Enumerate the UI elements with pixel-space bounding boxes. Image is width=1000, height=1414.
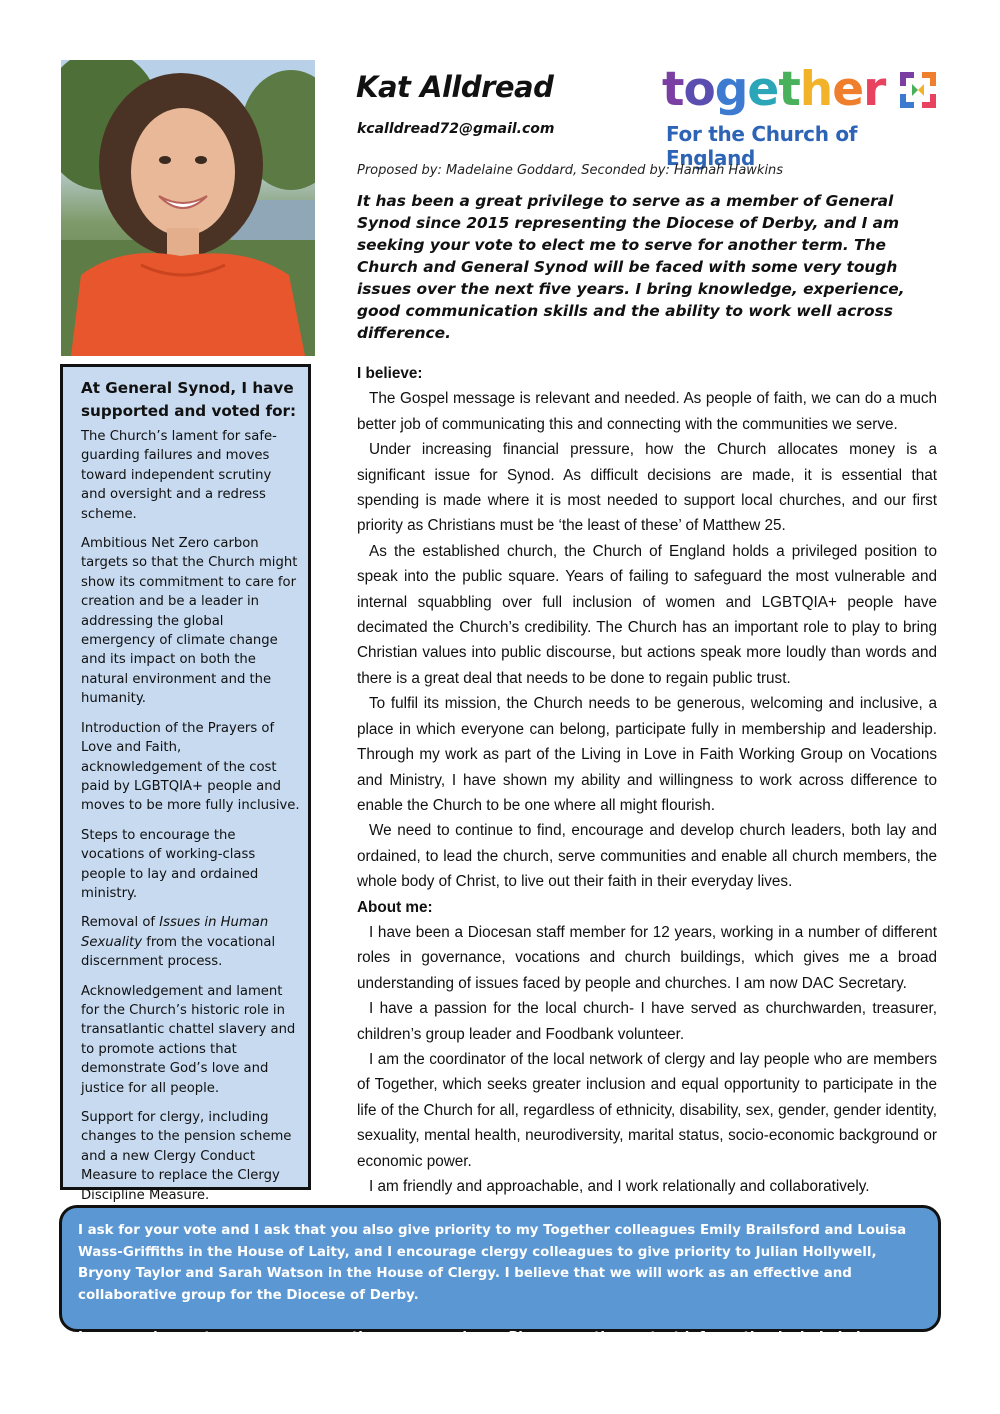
believe-paragraph: As the established church, the Church of England holds a privileged position to speak into the public square. Years of failing to safeguard the most vulnerable and internal squabbling over full inclusion of women and LGBTQIA+ people have decimated the Church’s credibility. The Church has an important role to play to bring Christian values into public discourse, but actions speak more loudly than words and there is a great deal that needs to be done to regain public trust. [357,542,937,687]
removal-prefix: Removal of [81,915,160,931]
logo-letter: g [714,62,748,117]
sidebar-item: Acknowledgement and lament for the Church’s historic role in transatlantic chattel slavery and to promote actions that demonstrate God’s love and justice for all people. [81,983,296,1096]
about-heading: About me: [357,898,433,916]
logo-mark-icon [896,68,940,112]
logo-letter: h [799,62,833,117]
logo-letter: e [747,62,779,117]
candidate-photo [61,60,315,356]
about-paragraph: I am friendly and approachable, and I work relationally and collaboratively. [369,1178,870,1195]
sidebar-item: The Church’s lament for safe-guarding failures and moves toward independent scrutiny and oversight and a redress scheme. [81,429,277,522]
together-logo [660,60,945,170]
believe-paragraph: Under increasing financial pressure, how the Church allocates money is a significant issue for Synod. As difficult decisions are made, it is essential that spending is made where it is most needed to support local churches, and our first priority as Christians must be ‘the least of these’ of Matthew 25. [357,441,937,535]
removal-suffix: from the vocational discernment process. [81,934,276,970]
candidate-email[interactable]: kcalldread72@gmail.com [357,121,555,137]
intro-statement: It has been a great privilege to serve as a member of General Synod since 2015 representing the Diocese of Derby, and I am seeking your vote to elect me to serve for another term. The Church and General Synod will be faced with some very tough issues over the next five years. I bring knowledge, experience, good communication skills and the ability to work well across difference. [357,192,905,342]
sidebar-item: Steps to encourage the vocations of working-class people to lay and ordained ministry. [81,827,259,901]
main-statement [357,361,937,1199]
vote-callout [59,1205,941,1345]
believe-paragraph: To fulfil its mission, the Church needs to be generous, welcoming and inclusive, a place in which everyone can belong, participate fully in membership and leadership. Through my work as part of the Living in Love in Faith Working Group on Vocations and Ministry, I have shown my ability and willingness to work across difference to enable the Church to be one where all might flourish. [357,695,937,814]
proposed-by: Proposed by: Madelaine Goddard, Seconded by: Hannah Hawkins [357,163,784,178]
logo-subtitle: For the Church of England [666,122,858,170]
candidate-name: Kat Alldread [356,70,554,104]
believe-paragraph: The Gospel message is relevant and needed. As people of faith, we can do a much better job of communicating this and connecting with the communities we serve. [357,390,937,433]
logo-letter: t [778,62,800,117]
callout-questions: I am very happy to answer any questions you may have. Please use the contact information included above. [78,1330,898,1345]
logo-letter: r [863,62,886,117]
logo-letter: t [662,62,684,117]
sidebar-heading: At General Synod, I have supported and voted for: [81,379,297,420]
believe-heading: I believe: [357,365,423,382]
believe-paragraph: We need to continue to find, encourage and develop church leaders, both lay and ordained, to lead the church, serve communities and enable all church members, the whole body of Christ, to live out their faith in their everyday lives. [357,822,937,891]
about-paragraph: I am the coordinator of the local network of clergy and lay people who are members of Together, which seeks greater inclusion and equal opportunity to participate in the life of the Church for all, regardless of ethnicity, disability, sex, gender, gender identity, sexuality, mental health, neurodiversity, marital status, socio-economic background or economic power. [357,1050,937,1170]
sidebar-item: Ambitious Net Zero carbon targets so that the Church might show its commitment to care for creation and be a leader in addressing the global emergency of climate change and its impact on both the natural environment and the humanity. [81,536,298,707]
about-paragraph: I have a passion for the local church- I have served as churchwarden, treasurer, children’s group leader and Foodbank volunteer. [357,1000,937,1043]
sidebar-item: Introduction of the Prayers of Love and Faith, acknowledgement of the cost paid by LGBTQIA+ people and moves to be more fully inclusive. [81,720,300,814]
callout-vote: I ask for your vote and I ask that you also give priority to my Together colleagues Emily Brailsford and Louisa Wass-Griffiths in the House of Laity, and I encourage clergy colleagues to give priority to Julian Hollywell, Bryony Taylor and Sarah Watson in the House of Clergy. I believe that we will work as an effective and collaborative group for the Diocese of Derby. [78,1223,907,1303]
sidebar-item: Support for clergy, including changes to the pension scheme and a new Clergy Conduct Measure to replace the Clergy Discipline Measure. [81,1110,292,1203]
logo-letter: o [683,62,715,117]
synod-record-sidebar [60,364,311,1203]
logo-letter: e [832,62,864,117]
sidebar-item-removal [81,913,300,971]
about-paragraph: I have been a Diocesan staff member for 12 years, working in a number of different roles in governance, vocations and church buildings, which gives me a broad understanding of issues faced by people and churches. I am now DAC Secretary. [357,923,937,992]
removal-title: Issues in Human Sexuality [81,915,269,950]
logo-wordmark [662,60,885,120]
